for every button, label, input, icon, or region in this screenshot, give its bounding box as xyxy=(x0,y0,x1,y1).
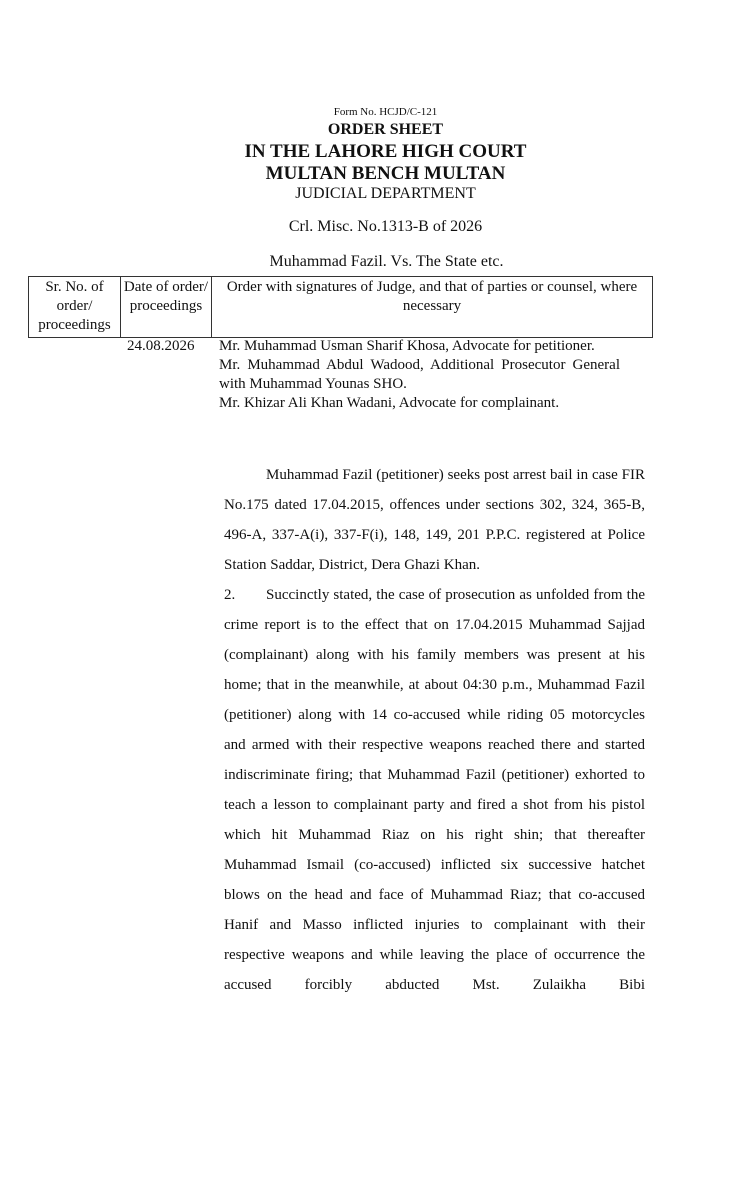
column-header-order: Order with signatures of Judge, and that of parties or counsel, where necessary xyxy=(212,277,653,338)
appearances xyxy=(219,337,620,413)
paragraph-2-text: Succinctly stated, the case of prosecution as unfolded from the crime report is to the effect that on 17.04.2015 Muhammad Sajjad (complainant) along with his family members was present at his home; that in the meanwhile, at about 04:30 p.m., Muhammad Fazil (petitioner) along with 14 co-accused while riding 05 motorcycles and armed with their respective weapons reached there and started indiscriminate firing; that Muhammad Fazil (petitioner) exhorted to teach a lesson to complainant party and fired a shot from his pistol which hit Muhammad Riaz on his right shin; that thereafter Muhammad Ismail (co-accused) inflicted six successive hatchet blows on the head and face of Muhammad Riaz; that co-accused Hanif and Masso inflicted injuries to complainant with their respective weapons and while leaving the place of occurrence the accused forcibly abducted Mst. Zulaikha Bibi xyxy=(224,587,645,993)
order-table-header xyxy=(28,276,653,338)
appearance-petitioner-counsel: Mr. Muhammad Usman Sharif Khosa, Advocate for petitioner. xyxy=(219,338,595,354)
case-title: Muhammad Fazil. Vs. The State etc. xyxy=(269,253,504,270)
paragraph-2 xyxy=(224,580,645,1000)
paragraph-1: Muhammad Fazil (petitioner) seeks post arrest bail in case FIR No.175 dated 17.04.2015, offences under sections 302, 324, 365-B, 496-A, 337-A(i), 337-F(i), 148, 149, 201 P.P.C. registered at Police Station Saddar, District, Dera Ghazi Khan. xyxy=(224,467,645,573)
form-number: Form No. HCJD/C-121 xyxy=(333,106,438,118)
case-number: Crl. Misc. No.1313-B of 2026 xyxy=(288,218,483,235)
column-header-date: Date of order/ proceedings xyxy=(121,277,212,338)
order-body xyxy=(224,460,645,1000)
column-header-sr-no: Sr. No. of order/ proceedings xyxy=(29,277,121,338)
order-date: 24.08.2026 xyxy=(127,338,195,354)
order-sheet-heading: ORDER SHEET xyxy=(327,121,444,138)
appearance-prosecutor: Mr. Muhammad Abdul Wadood, Additional Prosecutor General with Muhammad Younas SHO. xyxy=(219,357,620,392)
paragraph-number: 2. xyxy=(224,587,236,603)
appearance-complainant-counsel: Mr. Khizar Ali Khan Wadani, Advocate for complainant. xyxy=(219,395,560,411)
department-name: JUDICIAL DEPARTMENT xyxy=(295,185,476,202)
court-name: IN THE LAHORE HIGH COURT xyxy=(244,141,527,162)
bench-name: MULTAN BENCH MULTAN xyxy=(265,163,506,184)
